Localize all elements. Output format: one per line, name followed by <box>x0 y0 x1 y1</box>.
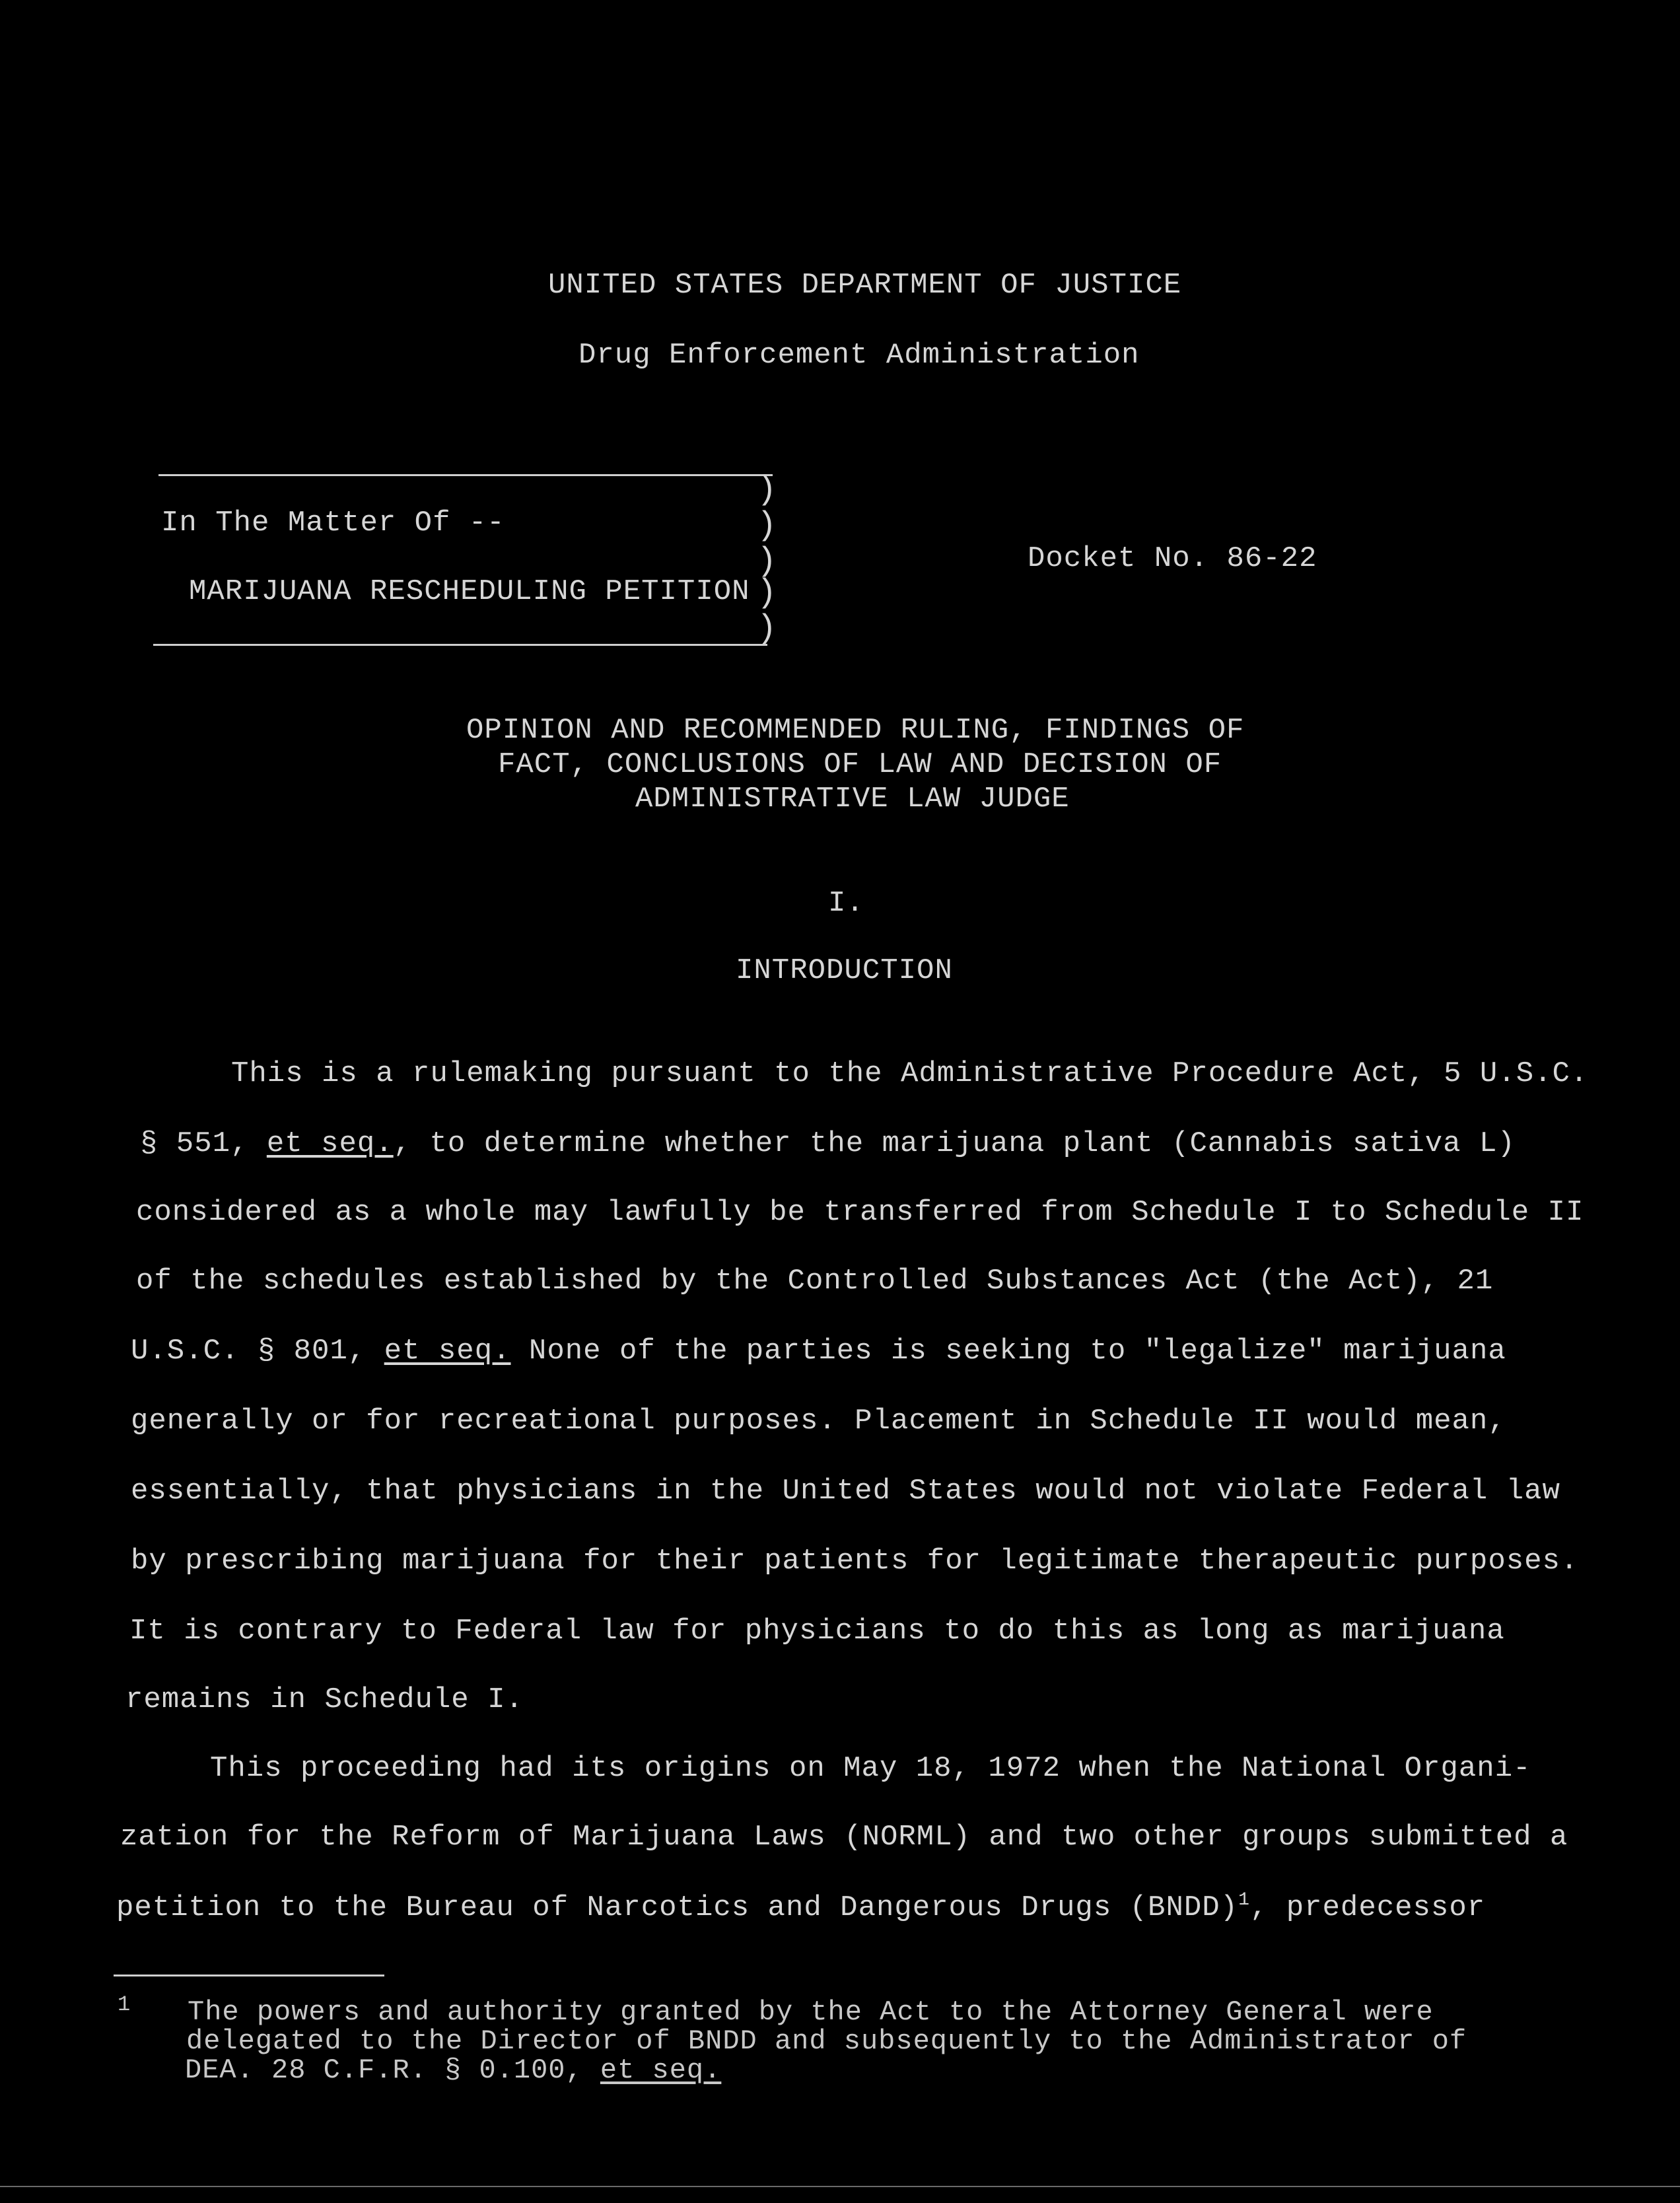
body-line: This is a rulemaking pursuant to the Administrative Procedure Act, 5 U.S.C. <box>231 1057 1589 1090</box>
body-line <box>131 1337 1506 1366</box>
footnote-line <box>185 2056 721 2084</box>
et-seq-citation: et seq. <box>600 2054 722 2086</box>
footnote-line: delegated to the Director of BNDD and subsequently to the Administrator of <box>186 2025 1467 2057</box>
footnote-rule <box>114 1975 384 1976</box>
body-text: petition to the Bureau of Narcotics and Dangerous Drugs (BNDD) <box>116 1891 1239 1924</box>
caption-bracket: ) <box>757 507 777 545</box>
body-text: U.S.C. § 801, <box>131 1335 384 1368</box>
body-line: by prescribing marijuana for their patients for legitimate therapeutic purposes. <box>131 1545 1579 1578</box>
opinion-title-line-1: OPINION AND RECOMMENDED RULING, FINDINGS OF <box>466 714 1245 747</box>
caption-bracket: ) <box>757 543 777 580</box>
body-line: It is contrary to Federal law for physicians to do this as long as marijuana <box>129 1615 1505 1648</box>
body-line: This proceeding had its origins on May 18, 1972 when the National Organi- <box>210 1752 1531 1785</box>
caption-bracket: ) <box>757 575 777 612</box>
section-number: I. <box>828 887 864 920</box>
caption-bracket: ) <box>757 472 777 509</box>
opinion-title-line-2: FACT, CONCLUSIONS OF LAW AND DECISION OF <box>498 748 1222 781</box>
body-text: None of the parties is seeking to "legalize" marijuana <box>510 1335 1506 1368</box>
body-text: § 551, <box>140 1127 267 1160</box>
caption-top-rule <box>158 474 773 476</box>
caption-bracket: ) <box>757 610 777 648</box>
body-line <box>116 1891 1485 1922</box>
caption-bottom-rule <box>153 644 767 646</box>
footnote-marker: 1 <box>118 1992 131 2017</box>
section-heading: INTRODUCTION <box>736 954 953 987</box>
body-line: of the schedules established by the Controlled Substances Act (the Act), 21 <box>136 1265 1494 1298</box>
agency-heading: Drug Enforcement Administration <box>578 339 1140 372</box>
body-text: , predecessor <box>1249 1891 1486 1924</box>
et-seq-citation: et seq. <box>384 1335 511 1368</box>
body-line: zation for the Reform of Marijuana Laws (NORML) and two other groups submitted a <box>120 1821 1568 1854</box>
body-line: remains in Schedule I. <box>125 1683 524 1716</box>
footnote-reference: 1 <box>1238 1890 1250 1910</box>
footnote-line: The powers and authority granted by the Act to the Attorney General were <box>188 1996 1434 2028</box>
footnote-text: DEA. 28 C.F.R. § 0.100, <box>185 2054 600 2086</box>
matter-name: MARIJUANA RESCHEDULING PETITION <box>189 575 750 608</box>
department-heading: UNITED STATES DEPARTMENT OF JUSTICE <box>548 269 1182 302</box>
scan-bottom-edge <box>0 2186 1680 2187</box>
body-line: considered as a whole may lawfully be transferred from Schedule I to Schedule II <box>136 1196 1584 1229</box>
body-text: , to determine whether the marijuana plant (Cannabis sativa L) <box>393 1127 1516 1160</box>
matter-label: In The Matter Of -- <box>161 507 505 540</box>
body-line <box>140 1129 1516 1158</box>
opinion-title-line-3: ADMINISTRATIVE LAW JUDGE <box>635 783 1070 816</box>
body-line: generally or for recreational purposes. Placement in Schedule II would mean, <box>131 1405 1506 1438</box>
docket-number: Docket No. 86-22 <box>1028 542 1317 575</box>
et-seq-citation: et seq. <box>266 1127 394 1160</box>
body-line: essentially, that physicians in the United States would not violate Federal law <box>131 1475 1560 1508</box>
